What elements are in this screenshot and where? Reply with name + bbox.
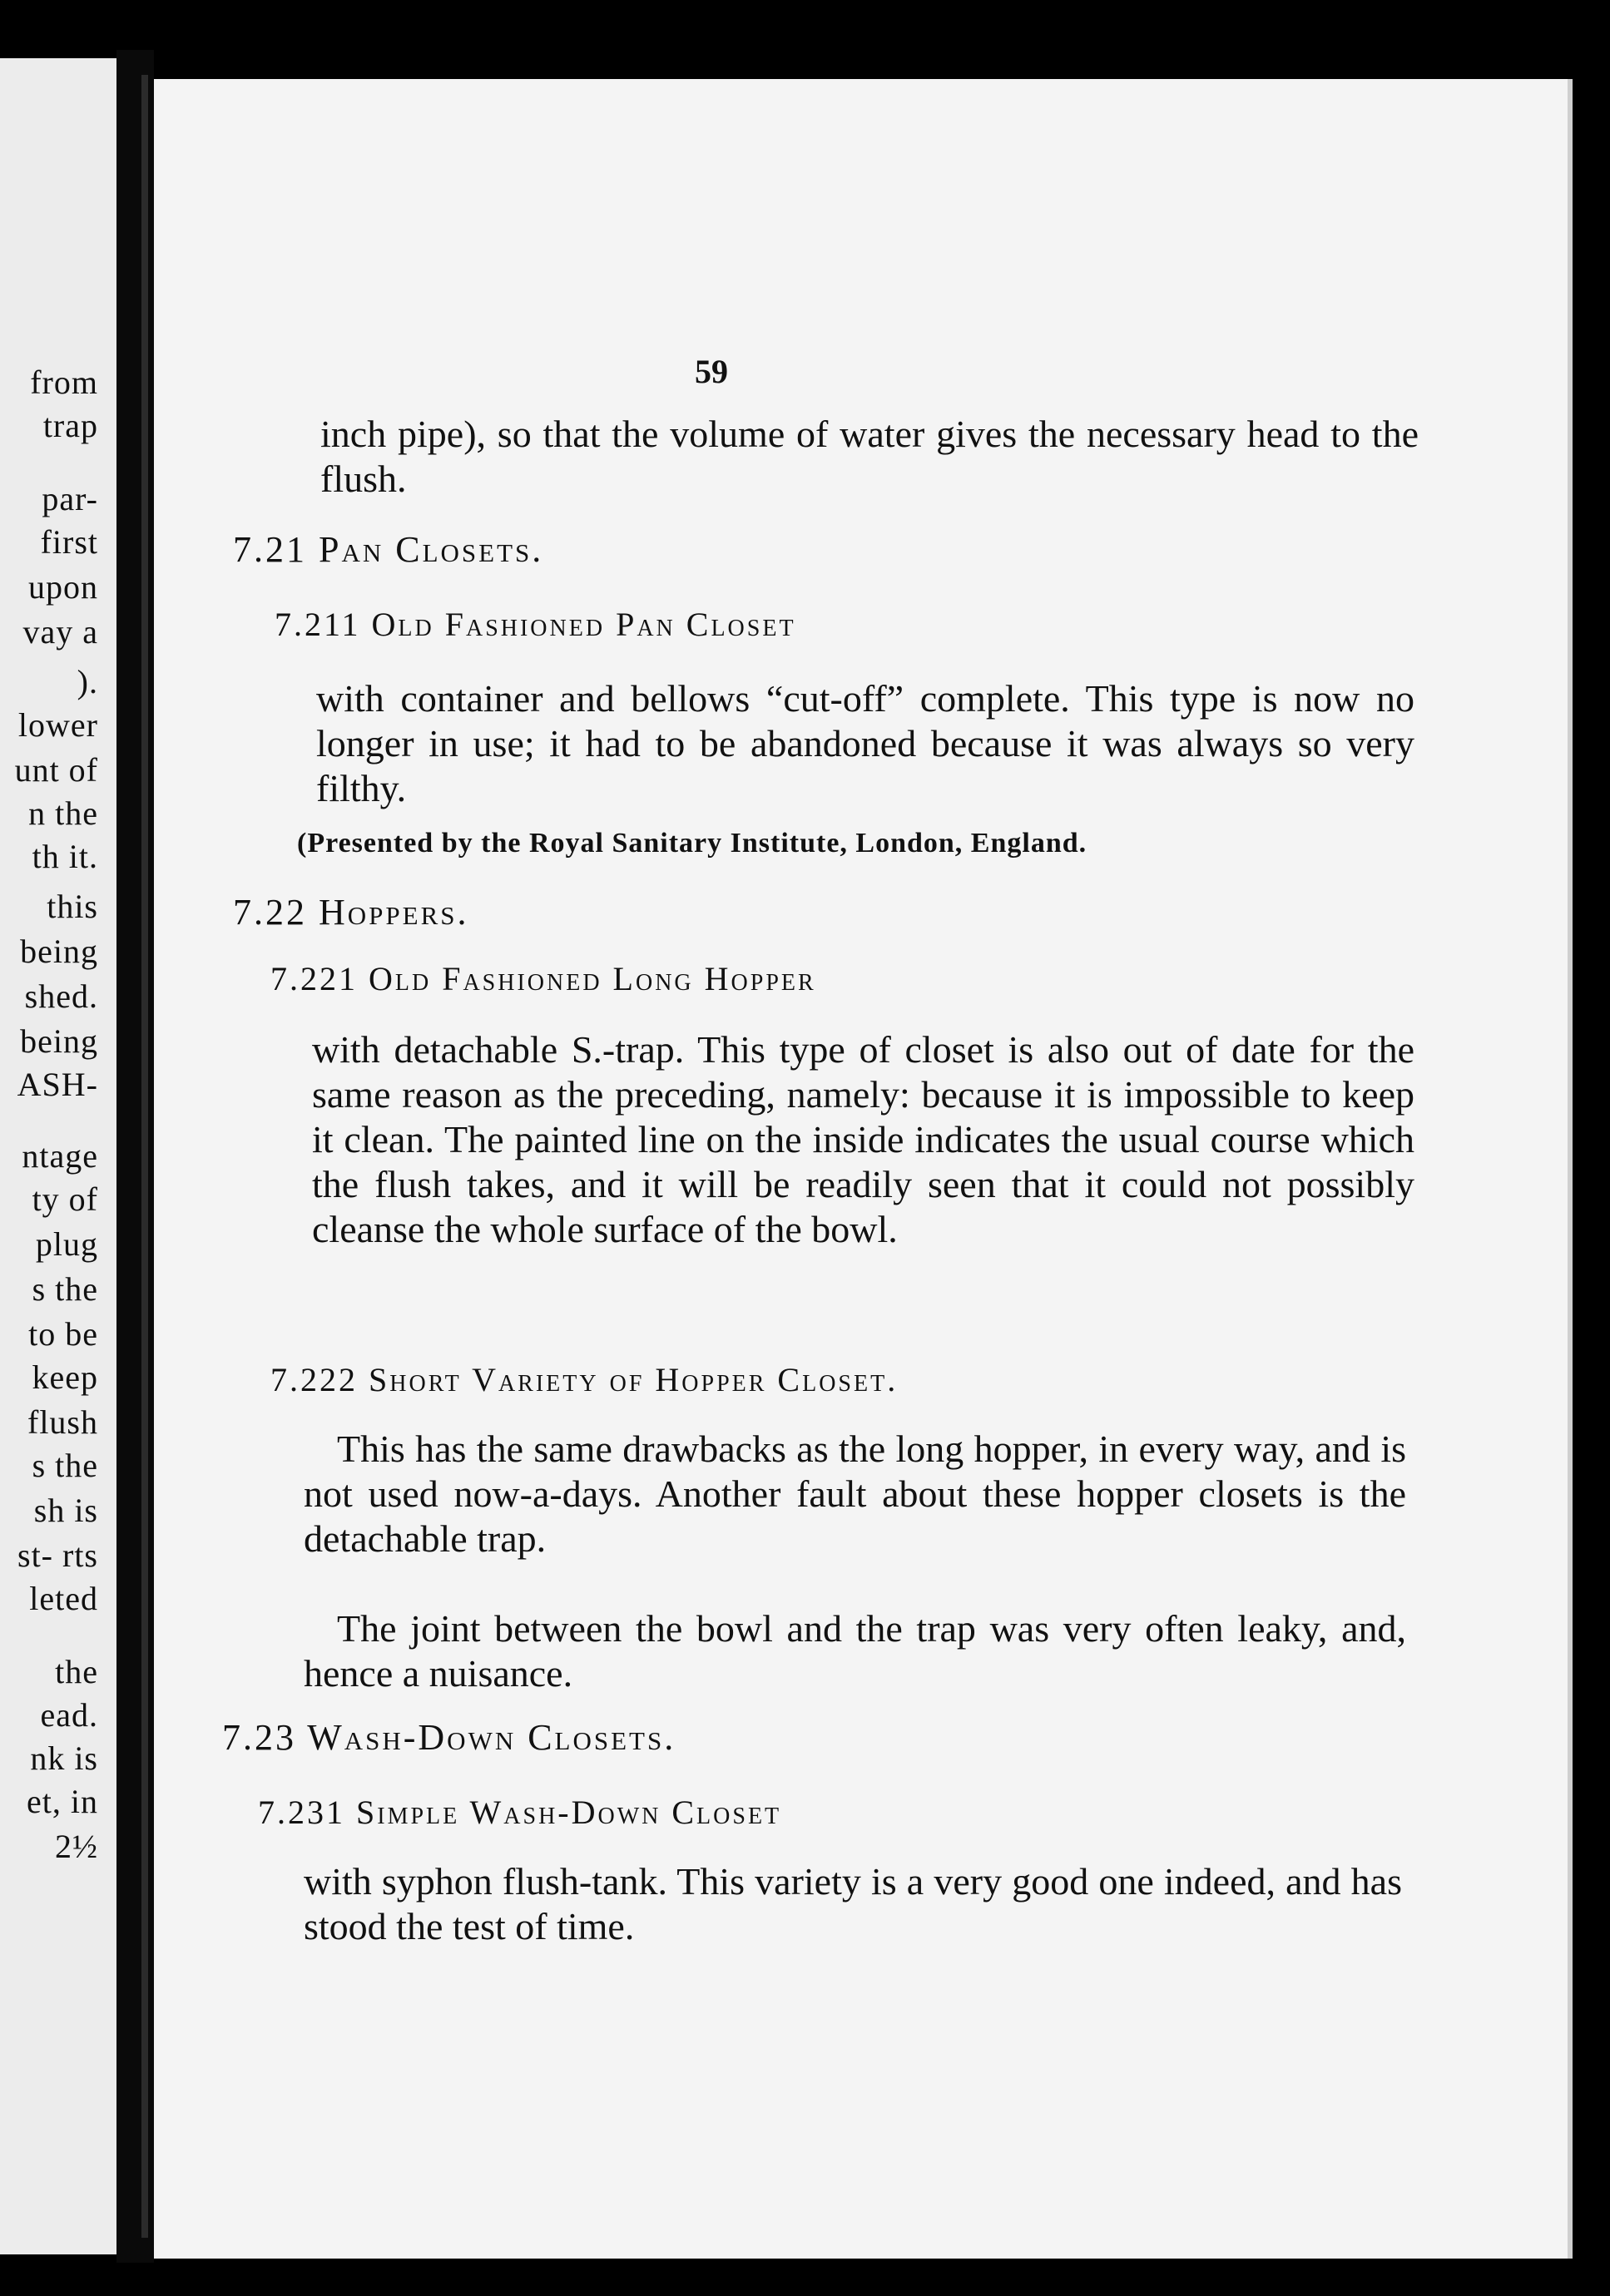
facing-page-text-fragment: s the xyxy=(32,1270,98,1308)
facing-page-fragment xyxy=(0,58,116,2254)
facing-page-text-fragment: being xyxy=(20,933,98,970)
facing-page-text-fragment: ntage xyxy=(22,1137,98,1175)
book-gutter xyxy=(116,50,154,2263)
subsection-heading-7-221: 7.221 Old Fashioned Long Hopper xyxy=(270,960,816,997)
subsection-heading-7-222: 7.222 Short Variety of Hopper Closet. xyxy=(270,1361,899,1398)
facing-page-text-fragment: from xyxy=(30,364,98,401)
facing-page-text-fragment: flush xyxy=(27,1403,98,1441)
facing-page-text-fragment: ASH- xyxy=(17,1066,98,1103)
facing-page-text-fragment: first xyxy=(40,523,98,561)
section-heading-7-22: 7.22 Hoppers. xyxy=(233,892,469,933)
intro-paragraph: inch pipe), so that the volume of water gives the necessary head to the flush. xyxy=(320,413,1419,500)
facing-page-text-fragment: s the xyxy=(32,1447,98,1484)
facing-page-text-fragment: shed. xyxy=(24,977,98,1015)
facing-page-text-fragment: unt of xyxy=(14,751,98,789)
facing-page-text-fragment: par- xyxy=(42,480,98,517)
page-number: 59 xyxy=(695,353,728,390)
paragraph-7-221: with detachable S.-trap. This type of closet is also out of date for the same reason as the preceding, namely: because it is impossible to keep it clean. The painted line on the inside indicates the usual course which the flush takes, and it will be readily seen that it could not possibly cleanse the whole surface of the bowl. xyxy=(312,1028,1414,1250)
facing-page-text-fragment: nk is xyxy=(30,1739,98,1777)
book-page xyxy=(154,79,1573,2259)
facing-page-text-fragment: vay a xyxy=(22,613,98,651)
paragraph-7-211: with container and bellows “cut-off” complete. This type is now no longer in use; it had to be abandoned because it was always so very filthy. xyxy=(316,677,1414,809)
facing-page-text-fragment: sh is xyxy=(33,1492,98,1529)
facing-page-text-fragment: this xyxy=(47,888,98,925)
facing-page-text-fragment: n the xyxy=(28,794,98,832)
paragraph-7-222-b: The joint between the bowl and the trap was very often leaky, and, hence a nuisance. xyxy=(304,1607,1406,1695)
facing-page-text-fragment: et, in xyxy=(27,1783,98,1820)
facing-page-text-fragment: leted xyxy=(29,1580,98,1617)
facing-page-text-fragment: lower xyxy=(17,706,98,744)
facing-page-text-fragment: th it. xyxy=(32,838,98,875)
facing-page-text-fragment: keep xyxy=(32,1358,98,1396)
facing-page-text-fragment: being xyxy=(20,1022,98,1060)
section-heading-7-21: 7.21 Pan Closets. xyxy=(233,529,544,570)
section-heading-7-23: 7.23 Wash-Down Closets. xyxy=(222,1717,676,1758)
facing-page-text-fragment: the xyxy=(55,1653,98,1690)
subsection-heading-7-211: 7.211 Old Fashioned Pan Closet xyxy=(275,606,796,643)
facing-page-text-fragment: ty of xyxy=(32,1180,98,1218)
paragraph-7-222-a: This has the same drawbacks as the long hopper, in every way, and is not used now-a-days. Another fault about these hopper closets is the detachable trap. xyxy=(304,1428,1406,1560)
facing-page-text-fragment: upon xyxy=(28,568,98,606)
gutter-shadow xyxy=(141,75,148,2238)
paragraph-7-231: with syphon flush-tank. This variety is a very good one indeed, and has stood the test of time. xyxy=(304,1860,1402,1947)
presented-by-note: (Presented by the Royal Sanitary Institute, London, England. xyxy=(297,828,1087,859)
facing-page-text-fragment: ). xyxy=(77,663,98,700)
facing-page-text-fragment: 2½ xyxy=(55,1828,98,1865)
facing-page-text-fragment: st- rts xyxy=(17,1536,98,1574)
facing-page-text-fragment: trap xyxy=(42,407,98,444)
subsection-heading-7-231: 7.231 Simple Wash-Down Closet xyxy=(258,1794,782,1831)
facing-page-text-fragment: plug xyxy=(35,1225,98,1263)
facing-page-text-fragment: ead. xyxy=(40,1696,98,1734)
facing-page-text-fragment: to be xyxy=(28,1315,98,1353)
